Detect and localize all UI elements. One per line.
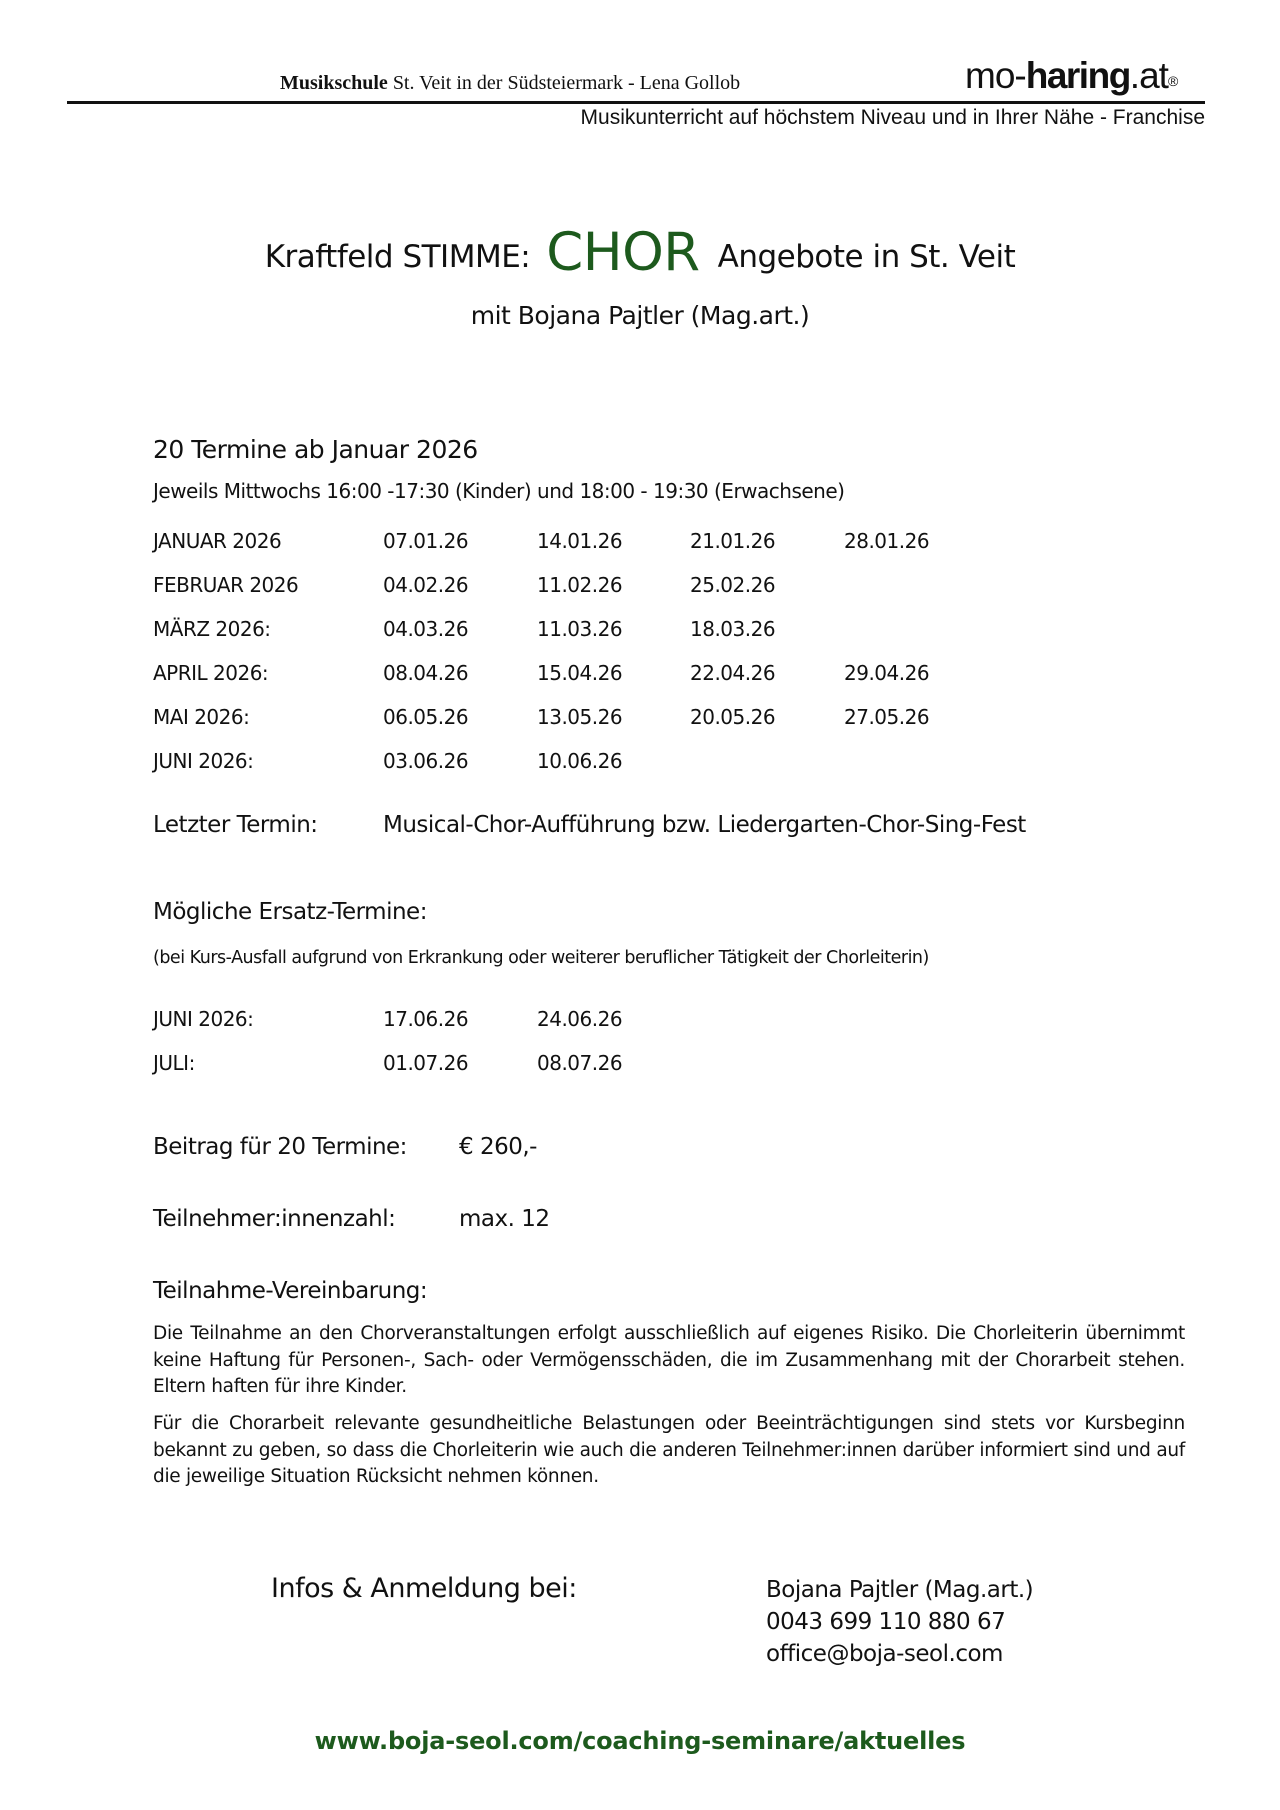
date-cell: 07.01.26 <box>383 529 469 553</box>
schedule-heading: 20 Termine ab Januar 2026 <box>153 435 478 464</box>
date-cell: 28.01.26 <box>844 529 930 553</box>
date-cell: 15.04.26 <box>537 661 623 685</box>
month-label: APRIL 2026: <box>153 661 269 685</box>
agreement-paragraph: Die Teilnahme an den Chorveranstaltungen erfolgt ausschließlich auf eigenes Risiko. Die Chorleiterin übernimmt keine Haftung für Personen-, Sach- oder Vermögensschäden, die im Zusammenhang mit der Chorarbeit stehen. Eltern haften für ihre Kinder. <box>153 1323 1185 1397</box>
date-cell: 27.05.26 <box>844 705 930 729</box>
replacement-note: (bei Kurs-Ausfall aufgrund von Erkrankung oder weiterer beruflicher Tätigkeit der Chorleiterin) <box>153 948 929 968</box>
school-name-rest: St. Veit in der Südsteiermark - Lena Gollob <box>387 72 741 94</box>
title-highlight: CHOR <box>546 222 700 283</box>
date-cell: 17.06.26 <box>383 1007 469 1031</box>
date-cell: 13.05.26 <box>537 705 623 729</box>
logo-suffix: .at <box>1129 55 1168 96</box>
date-cell: 03.06.26 <box>383 749 469 773</box>
date-cell: 08.07.26 <box>537 1051 623 1075</box>
date-cell: 08.04.26 <box>383 661 469 685</box>
logo-prefix: mo- <box>965 55 1026 96</box>
date-cell: 01.07.26 <box>383 1051 469 1075</box>
participants-value: max. 12 <box>459 1206 550 1232</box>
header-divider <box>67 101 1205 104</box>
contact-email[interactable]: office@boja-seol.com <box>766 1641 1003 1667</box>
tagline: Musikunterricht auf höchstem Niveau und in Ihrer Nähe - Franchise <box>580 106 1205 129</box>
date-cell: 29.04.26 <box>844 661 930 685</box>
date-cell: 18.03.26 <box>690 617 776 641</box>
title-suffix: Angebote in St. Veit <box>717 239 1016 275</box>
month-label: JUNI 2026: <box>153 749 254 773</box>
date-cell: 04.02.26 <box>383 573 469 597</box>
last-session-label: Letzter Termin: <box>153 812 318 838</box>
date-cell: 22.04.26 <box>690 661 776 685</box>
logo-bold: haring <box>1025 55 1130 96</box>
contact-label: Infos & Anmeldung bei: <box>271 1573 577 1604</box>
month-label: JULI: <box>153 1051 195 1075</box>
brand-logo <box>965 55 1177 97</box>
contact-phone[interactable]: 0043 699 110 880 67 <box>766 1609 1006 1635</box>
last-session-value: Musical-Chor-Aufführung bzw. Liedergarten-Chor-Sing-Fest <box>383 812 1026 838</box>
schedule-times: Jeweils Mittwochs 16:00 -17:30 (Kinder) und 18:00 - 19:30 (Erwachsene) <box>153 479 845 503</box>
month-label: FEBRUAR 2026 <box>153 573 299 597</box>
page-title <box>0 222 1280 283</box>
title-prefix: Kraftfeld STIMME: <box>264 239 531 275</box>
month-label: JANUAR 2026 <box>153 529 282 553</box>
month-label: MÄRZ 2026: <box>153 617 271 641</box>
contact-name: Bojana Pajtler (Mag.art.) <box>766 1577 1034 1603</box>
date-cell: 11.03.26 <box>537 617 623 641</box>
participants-label: Teilnehmer:innenzahl: <box>153 1206 396 1232</box>
date-cell: 10.06.26 <box>537 749 623 773</box>
school-name-bold: Musikschule <box>280 72 388 94</box>
agreement-heading: Teilnahme-Vereinbarung: <box>153 1278 428 1304</box>
date-cell: 11.02.26 <box>537 573 623 597</box>
replacement-heading: Mögliche Ersatz-Termine: <box>153 899 427 925</box>
date-cell: 24.06.26 <box>537 1007 623 1031</box>
agreement-paragraph: Für die Chorarbeit relevante gesundheitliche Belastungen oder Beeinträchtigungen sind stets vor Kursbeginn bekannt zu geben, so dass die Chorleiterin wie auch die anderen Teilnehmer:innen darüber informiert sind und auf die jeweilige Situation Rücksicht nehmen können. <box>153 1413 1185 1487</box>
date-cell: 06.05.26 <box>383 705 469 729</box>
date-cell: 20.05.26 <box>690 705 776 729</box>
date-cell: 14.01.26 <box>537 529 623 553</box>
fee-value: € 260,- <box>459 1134 537 1160</box>
website-link[interactable]: www.boja-seol.com/coaching-seminare/aktuelles <box>314 1727 966 1755</box>
registered-icon: ® <box>1167 73 1178 89</box>
school-name <box>280 72 740 95</box>
date-cell: 04.03.26 <box>383 617 469 641</box>
date-cell: 25.02.26 <box>690 573 776 597</box>
date-cell: 21.01.26 <box>690 529 776 553</box>
page-subtitle: mit Bojana Pajtler (Mag.art.) <box>470 301 810 330</box>
month-label: JUNI 2026: <box>153 1007 254 1031</box>
month-label: MAI 2026: <box>153 705 250 729</box>
fee-label: Beitrag für 20 Termine: <box>153 1134 407 1160</box>
